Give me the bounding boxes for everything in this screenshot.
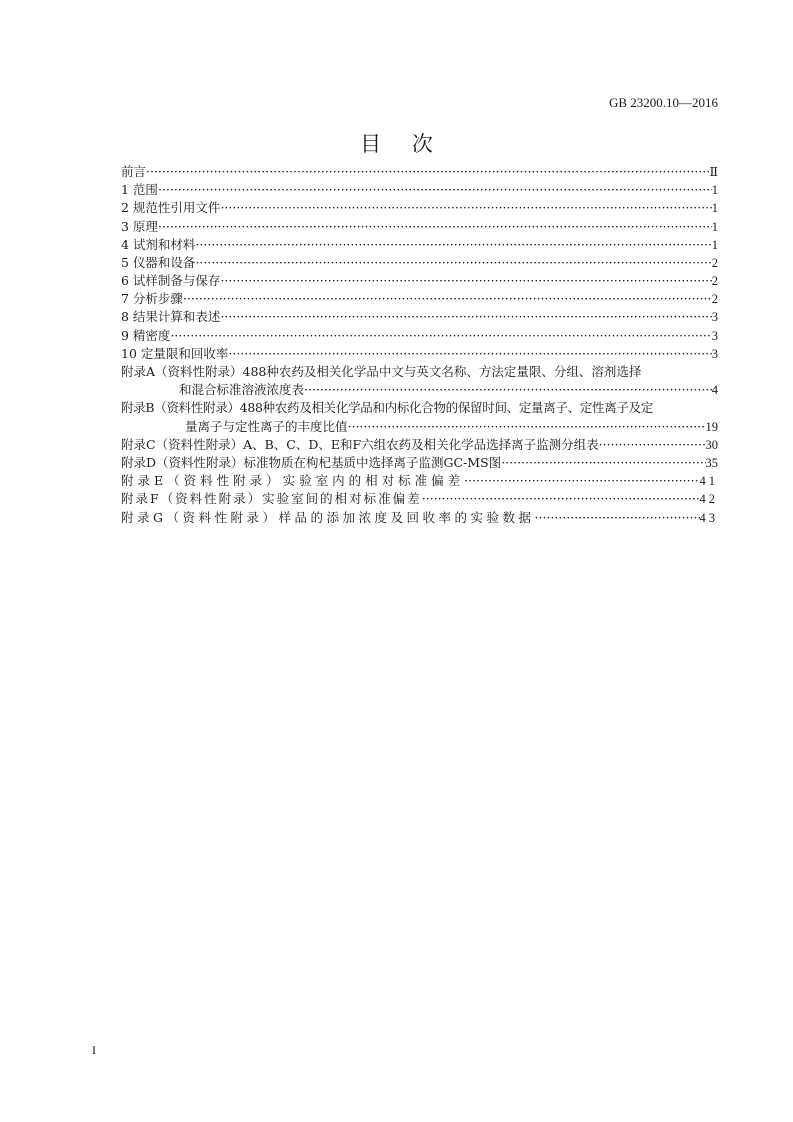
leader-dots <box>158 181 712 199</box>
toc-entry-page: 42 <box>699 492 718 507</box>
toc-entry-label: 1 范围 <box>121 182 158 198</box>
toc-entry-page: 19 <box>705 419 718 434</box>
leader-dots <box>304 381 712 399</box>
leader-dots <box>535 509 700 527</box>
toc-entry-scope[interactable] <box>121 181 718 199</box>
leader-dots <box>220 308 711 326</box>
leader-dots <box>195 236 711 254</box>
toc-entry-label: 附录G（资料性附录）样品的添加浓度及回收率的实验数据 <box>121 509 535 525</box>
toc-entry-page: 2 <box>711 255 718 270</box>
toc-entry-label: 7 分析步骤 <box>121 291 183 307</box>
toc-entry-label: 9 精密度 <box>121 327 171 343</box>
page-folio: I <box>92 1043 96 1057</box>
toc-entry-appendix-a-continued[interactable] <box>121 381 718 399</box>
toc-entry-label-continued: 和混合标准溶液浓度表 <box>179 382 305 398</box>
toc-entry-label: 3 原理 <box>121 218 158 234</box>
toc-entry-precision[interactable] <box>121 327 718 345</box>
toc-entry-appendix-b-continued[interactable] <box>121 418 718 436</box>
toc-entry-appendix-c[interactable] <box>121 436 718 454</box>
table-of-contents <box>121 163 718 527</box>
leader-dots <box>158 218 712 236</box>
leader-dots <box>220 199 711 217</box>
leader-dots <box>422 490 700 508</box>
page-title: 目 次 <box>360 132 445 156</box>
toc-entry-label: 附录D（资料性附录）标准物质在枸杞基质中选择离子监测GC-MS图 <box>121 454 502 470</box>
leader-dots <box>599 436 706 454</box>
toc-entry-page: 2 <box>711 274 718 289</box>
leader-dots <box>464 472 699 490</box>
toc-entry-foreword[interactable] <box>121 163 718 181</box>
leader-dots <box>183 290 712 308</box>
toc-entry-principle[interactable] <box>121 218 718 236</box>
toc-entry-label: 6 试样制备与保存 <box>121 273 221 289</box>
toc-entry-label: 10 定量限和回收率 <box>121 345 229 361</box>
toc-entry-calculation[interactable] <box>121 309 718 327</box>
toc-entry-page: Ⅱ <box>709 164 718 179</box>
toc-entry-sample-preparation[interactable] <box>121 272 718 290</box>
leader-dots <box>170 327 711 345</box>
toc-entry-normative-references[interactable] <box>121 199 718 217</box>
leader-dots <box>220 272 711 290</box>
toc-entry-page: 1 <box>711 201 718 216</box>
toc-entry-appendix-a[interactable] <box>121 363 718 381</box>
toc-entry-page: 41 <box>699 474 718 489</box>
toc-entry-label: 附录E（资料性附录）实验室内的相对标准偏差 <box>121 473 465 489</box>
toc-entry-page: 30 <box>705 437 718 452</box>
toc-entry-label: 前言 <box>121 163 147 179</box>
leader-dots <box>348 418 706 436</box>
toc-entry-label: 附录F（资料性附录）实验室间的相对标准偏差 <box>121 491 422 507</box>
leader-dots <box>501 454 705 472</box>
toc-entry-page: 35 <box>705 455 718 470</box>
toc-entry-label: 附录A（资料性附录）488种农药及相关化学品中文与英文名称、方法定量限、分组、溶剂选择 <box>121 364 642 380</box>
toc-entry-page: 3 <box>711 310 718 325</box>
toc-entry-page: 3 <box>711 346 718 361</box>
toc-entry-label: 8 结果计算和表述 <box>121 309 221 325</box>
toc-entry-page: 4 <box>711 383 718 398</box>
standard-code: GB 23200.10—2016 <box>608 95 718 110</box>
toc-entry-label: 附录B（资料性附录）488种农药及相关化学品和内标化合物的保留时间、定量离子、定性离子及定 <box>121 400 654 416</box>
toc-entry-label: 4 试剂和材料 <box>121 236 196 252</box>
toc-entry-appendix-g[interactable] <box>121 509 718 527</box>
toc-entry-apparatus[interactable] <box>121 254 718 272</box>
leader-dots <box>146 163 709 181</box>
toc-entry-page: 1 <box>711 219 718 234</box>
toc-entry-appendix-d[interactable] <box>121 454 718 472</box>
toc-entry-page: 2 <box>711 292 718 307</box>
toc-entry-label: 5 仪器和设备 <box>121 254 196 270</box>
leader-dots <box>228 345 711 363</box>
toc-entry-appendix-b[interactable] <box>121 399 718 417</box>
toc-entry-analysis-steps[interactable] <box>121 290 718 308</box>
toc-entry-page: 43 <box>699 510 718 525</box>
toc-entry-reagents[interactable] <box>121 236 718 254</box>
leader-dots <box>195 254 711 272</box>
toc-entry-label: 附录C（资料性附录）A、B、C、D、E和F六组农药及相关化学品选择离子监测分组表 <box>121 436 599 452</box>
toc-entry-label-continued: 量离子与定性离子的丰度比值 <box>185 418 348 434</box>
toc-entry-appendix-e[interactable] <box>121 472 718 490</box>
toc-entry-loq-recovery[interactable] <box>121 345 718 363</box>
toc-entry-page: 3 <box>711 328 718 343</box>
toc-entry-label: 2 规范性引用文件 <box>121 200 221 216</box>
toc-entry-appendix-f[interactable] <box>121 490 718 508</box>
toc-entry-page: 1 <box>711 237 718 252</box>
toc-entry-page: 1 <box>711 183 718 198</box>
